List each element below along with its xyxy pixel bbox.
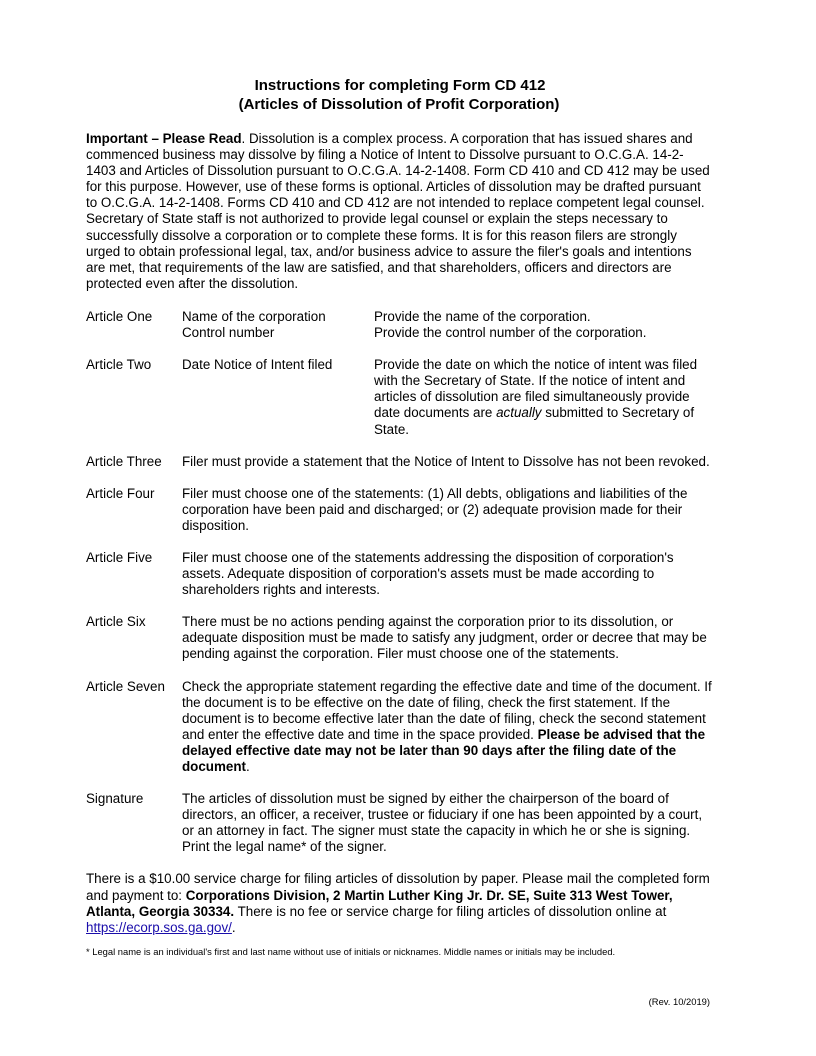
intro-text: . Dissolution is a complex process. A corporation that has issued shares and commenced business may dissolve by filing a Notice of Intent to Dissolve pursuant to O.C.G.A. 14-2-1403 and Articles of Dissolution pursuant to O.C.G.A. 14-2-1408. Form CD 410 and CD 412 may be used for this purpose. However, use of these forms is optional. Articles of dissolution may be drafted pursuant to O.C.G.A. 14-2-1408. Forms CD 410 and CD 412 are not intended to replace competent legal counsel. Secretary of State staff is not authorized to provide legal counsel or explain the steps necessary to successfully dissolve a corporation or to complete these forms. It is for this reason filers are strongly urged to obtain professional legal, tax, and/or business advice to assure the filer's goals and intentions are met, that requirements of the law are satisfied, and that shareholders, officers and directors are protected even after the dissolution. [86, 131, 710, 291]
article-seven-text [182, 679, 712, 776]
article-five-label: Article Five [86, 549, 153, 565]
article-two-label: Article Two [86, 357, 152, 373]
article-two-desc [374, 357, 712, 437]
article-one-label: Article One [86, 308, 153, 324]
article-seven-warning: Please be advised that the delayed effective date may not be later than 90 days after the filing date of the document [182, 726, 706, 774]
footnote: * Legal name is an individual's first and last name without use of initials or nicknames. Middle names or initials may be included. [86, 945, 616, 957]
document-title [86, 76, 712, 114]
article-seven-label: Article Seven [86, 678, 165, 694]
article-one [86, 309, 712, 341]
article-four-label: Article Four [86, 485, 155, 501]
revision-date: (Rev. 10/2019) [648, 996, 710, 1007]
signature-text: The articles of dissolution must be signed by either the chairperson of the board of directors, an officer, a receiver, trustee or fiduciary if one has been appointed by a court, or an attorney in fact. The signer must state the capacity in which he or she is signing. Print the legal name* of the signer. [182, 791, 703, 855]
article-seven-end: . [245, 759, 250, 774]
title-line-2: (Articles of Dissolution of Profit Corporation) [238, 96, 560, 113]
article-five-text: Filer must choose one of the statements addressing the disposition of corporation's assets. Adequate disposition of corporation's assets must be made according to shareholders rights and interests. [182, 549, 674, 598]
fee-text-3: . [231, 919, 236, 935]
signature-label: Signature [86, 791, 144, 807]
signature-section [86, 791, 712, 855]
fee-text-2: There is no fee or service charge for filing articles of dissolution online at [234, 903, 667, 919]
article-five [86, 550, 712, 598]
article-six-text: There must be no actions pending against the corporation prior to its dissolution, or adequate disposition must be made to satisfy any judgment, order or decree that may be pending against the corporation. Filer must choose one of the statements. [182, 614, 707, 662]
intro-paragraph [86, 131, 712, 292]
fee-paragraph [86, 871, 712, 935]
article-one-field-control: Control number [182, 325, 275, 341]
article-two [86, 357, 712, 437]
mailing-address: Corporations Division, 2 Martin Luther King Jr. Dr. SE, Suite 313 West Tower, Atlanta, Georgia 30334. [86, 887, 673, 919]
article-four [86, 486, 712, 534]
article-two-desc-emphasis: actually [496, 405, 542, 421]
instructions-page [86, 76, 712, 958]
article-two-desc-b: submitted to Secretary of State. [374, 405, 695, 437]
article-one-desc-name: Provide the name of the corporation. [374, 308, 591, 324]
article-six [86, 614, 712, 662]
article-one-field-name: Name of the corporation [182, 308, 326, 324]
article-seven [86, 679, 712, 776]
intro-lead: Important – Please Read [86, 131, 242, 146]
article-one-desc-control: Provide the control number of the corporation. [374, 325, 647, 341]
ecorp-link[interactable]: https://ecorp.sos.ga.gov/ [86, 919, 232, 935]
article-three [86, 454, 712, 470]
article-six-label: Article Six [86, 614, 146, 630]
article-seven-body: Check the appropriate statement regarding the effective date and time of the document. If the document is to be effective on the date of filing, check the first statement. If the document is to become effective later than the date of filing, check the second statement and enter the effective date and time in the space provided. [182, 678, 712, 742]
article-four-text: Filer must choose one of the statements: (1) All debts, obligations and liabilities of the corporation have been paid and discharged; or (2) adequate provision made for their disposition. [182, 485, 688, 533]
article-three-label: Article Three [86, 453, 162, 469]
title-line-1: Instructions for completing Form CD 412 [254, 77, 546, 94]
article-two-field: Date Notice of Intent filed [182, 357, 333, 373]
article-three-text: Filer must provide a statement that the Notice of Intent to Dissolve has not been revoked. [182, 453, 710, 469]
fee-text-1: There is a $10.00 service charge for filing articles of dissolution by paper. Please mail the completed form and payment to: [86, 871, 710, 903]
article-two-desc-a: Provide the date on which the notice of intent was filed with the Secretary of State. If the notice of intent and articles of dissolution are filed simultaneously provide date documents are [374, 357, 698, 421]
